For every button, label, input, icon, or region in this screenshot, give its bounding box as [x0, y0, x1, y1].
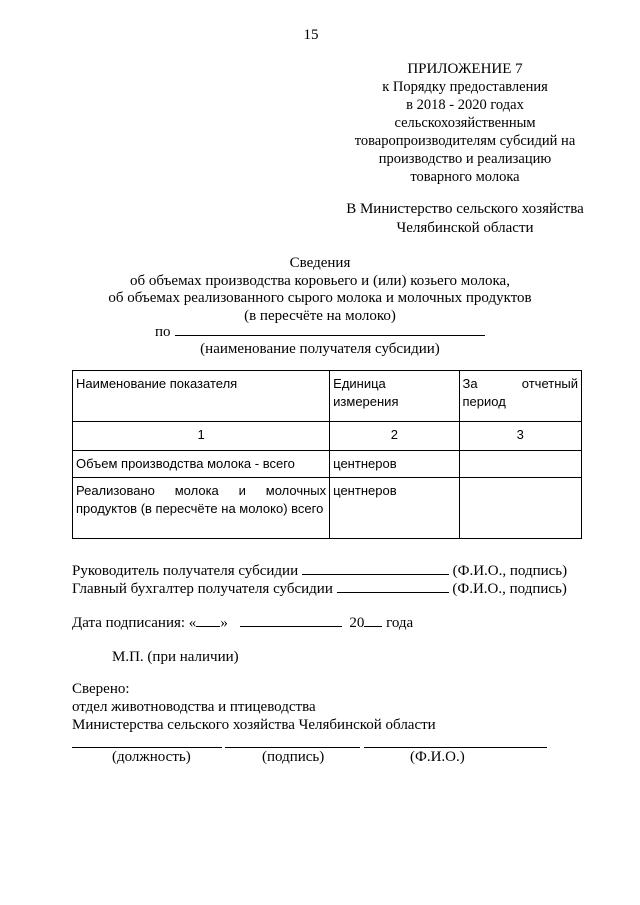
- addressee-line: Челябинской области: [396, 220, 534, 236]
- stamp-note: М.П. (при наличии): [112, 649, 239, 665]
- head-signature-line: [72, 561, 567, 580]
- heading-line: об объемах производства коровьего и (или) козьего молока,: [130, 272, 510, 289]
- addressee-line: В Министерство сельского хозяйства: [346, 201, 584, 217]
- head-label: Руководитель получателя субсидии: [72, 563, 299, 579]
- indicator-unit: центнеров: [330, 478, 459, 539]
- agreed-line: Министерства сельского хозяйства Челябинской области: [72, 717, 436, 733]
- head-signature-field[interactable]: [302, 561, 449, 575]
- header-period: [459, 371, 582, 422]
- indicators-table: [72, 370, 582, 539]
- table-row: [73, 478, 582, 539]
- header-unit-line: Единица: [333, 376, 386, 391]
- date-year-field[interactable]: [364, 613, 382, 627]
- agreed-title: Сверено:: [72, 681, 130, 697]
- accountant-signature-field[interactable]: [337, 579, 449, 593]
- recipient-prefix: по: [155, 324, 171, 340]
- agreed-block: [72, 680, 436, 734]
- heading-line: (в пересчёте на молоко): [244, 307, 396, 324]
- heading-title: Сведения: [289, 255, 351, 271]
- accountant-suffix: (Ф.И.О., подпись): [452, 581, 567, 597]
- date-year-suffix: года: [386, 615, 414, 631]
- appendix-line: товарного молока: [410, 169, 520, 185]
- agreed-line: отдел животноводства и птицеводства: [72, 699, 316, 715]
- column-number: 1: [73, 422, 330, 451]
- document-heading: [0, 255, 640, 325]
- header-unit-line: измерения: [333, 394, 399, 409]
- appendix-line: товаропроизводителям субсидий на: [354, 133, 576, 149]
- indicator-name: Реализовано молока и молочных продуктов (в пересчёте на молоко) всего: [73, 478, 330, 539]
- recipient-caption: (наименование получателя субсидии): [200, 341, 440, 357]
- appendix-line: производство и реализацию: [378, 151, 552, 167]
- heading-line: об объемах реализованного сырого молока и молочных продуктов: [108, 290, 532, 306]
- header-period-line: [463, 375, 579, 393]
- appendix-line: сельскохозяйственным: [394, 115, 536, 131]
- date-month-field[interactable]: [240, 613, 342, 627]
- header-unit: [330, 371, 459, 422]
- date-day-field[interactable]: [196, 613, 220, 627]
- position-label: (должность): [112, 749, 191, 765]
- signature-line[interactable]: [225, 747, 360, 748]
- appendix-title: ПРИЛОЖЕНИЕ 7: [407, 61, 523, 77]
- accountant-signature-line: [72, 579, 567, 598]
- indicator-name: Объем производства молока - всего: [73, 451, 330, 478]
- header-period-word: За: [462, 376, 478, 391]
- accountant-label: Главный бухгалтер получателя субсидии: [72, 581, 333, 597]
- recipient-name-field[interactable]: [175, 322, 485, 336]
- addressee-block: [300, 200, 630, 238]
- appendix-line: в 2018 - 2020 годах: [406, 97, 524, 113]
- header-indicator: Наименование показателя: [73, 371, 330, 422]
- name-label: (Ф.И.О.): [410, 749, 465, 765]
- table-row: [73, 451, 582, 478]
- head-suffix: (Ф.И.О., подпись): [452, 563, 568, 579]
- table-header-row: [73, 371, 582, 422]
- header-period-line: период: [462, 394, 506, 409]
- header-period-word: отчетный: [521, 376, 578, 391]
- appendix-line: к Порядку предоставления: [382, 79, 548, 95]
- position-signature-line[interactable]: [72, 747, 222, 748]
- signature-label: (подпись): [262, 749, 325, 765]
- name-signature-line[interactable]: [364, 747, 547, 748]
- indicator-value-cell[interactable]: [459, 478, 582, 539]
- column-number: 2: [330, 422, 459, 451]
- recipient-line: [155, 322, 485, 341]
- date-close-quote: »: [220, 615, 228, 631]
- indicator-value-cell[interactable]: [459, 451, 582, 478]
- indicator-unit: центнеров: [330, 451, 459, 478]
- appendix-block: [300, 60, 630, 186]
- date-year-prefix: 20: [349, 615, 365, 631]
- column-number-row: [73, 422, 582, 451]
- signing-date-line: [72, 613, 413, 632]
- column-number: 3: [459, 422, 582, 451]
- page-number: 15: [303, 27, 319, 43]
- date-label: Дата подписания: «: [72, 615, 197, 631]
